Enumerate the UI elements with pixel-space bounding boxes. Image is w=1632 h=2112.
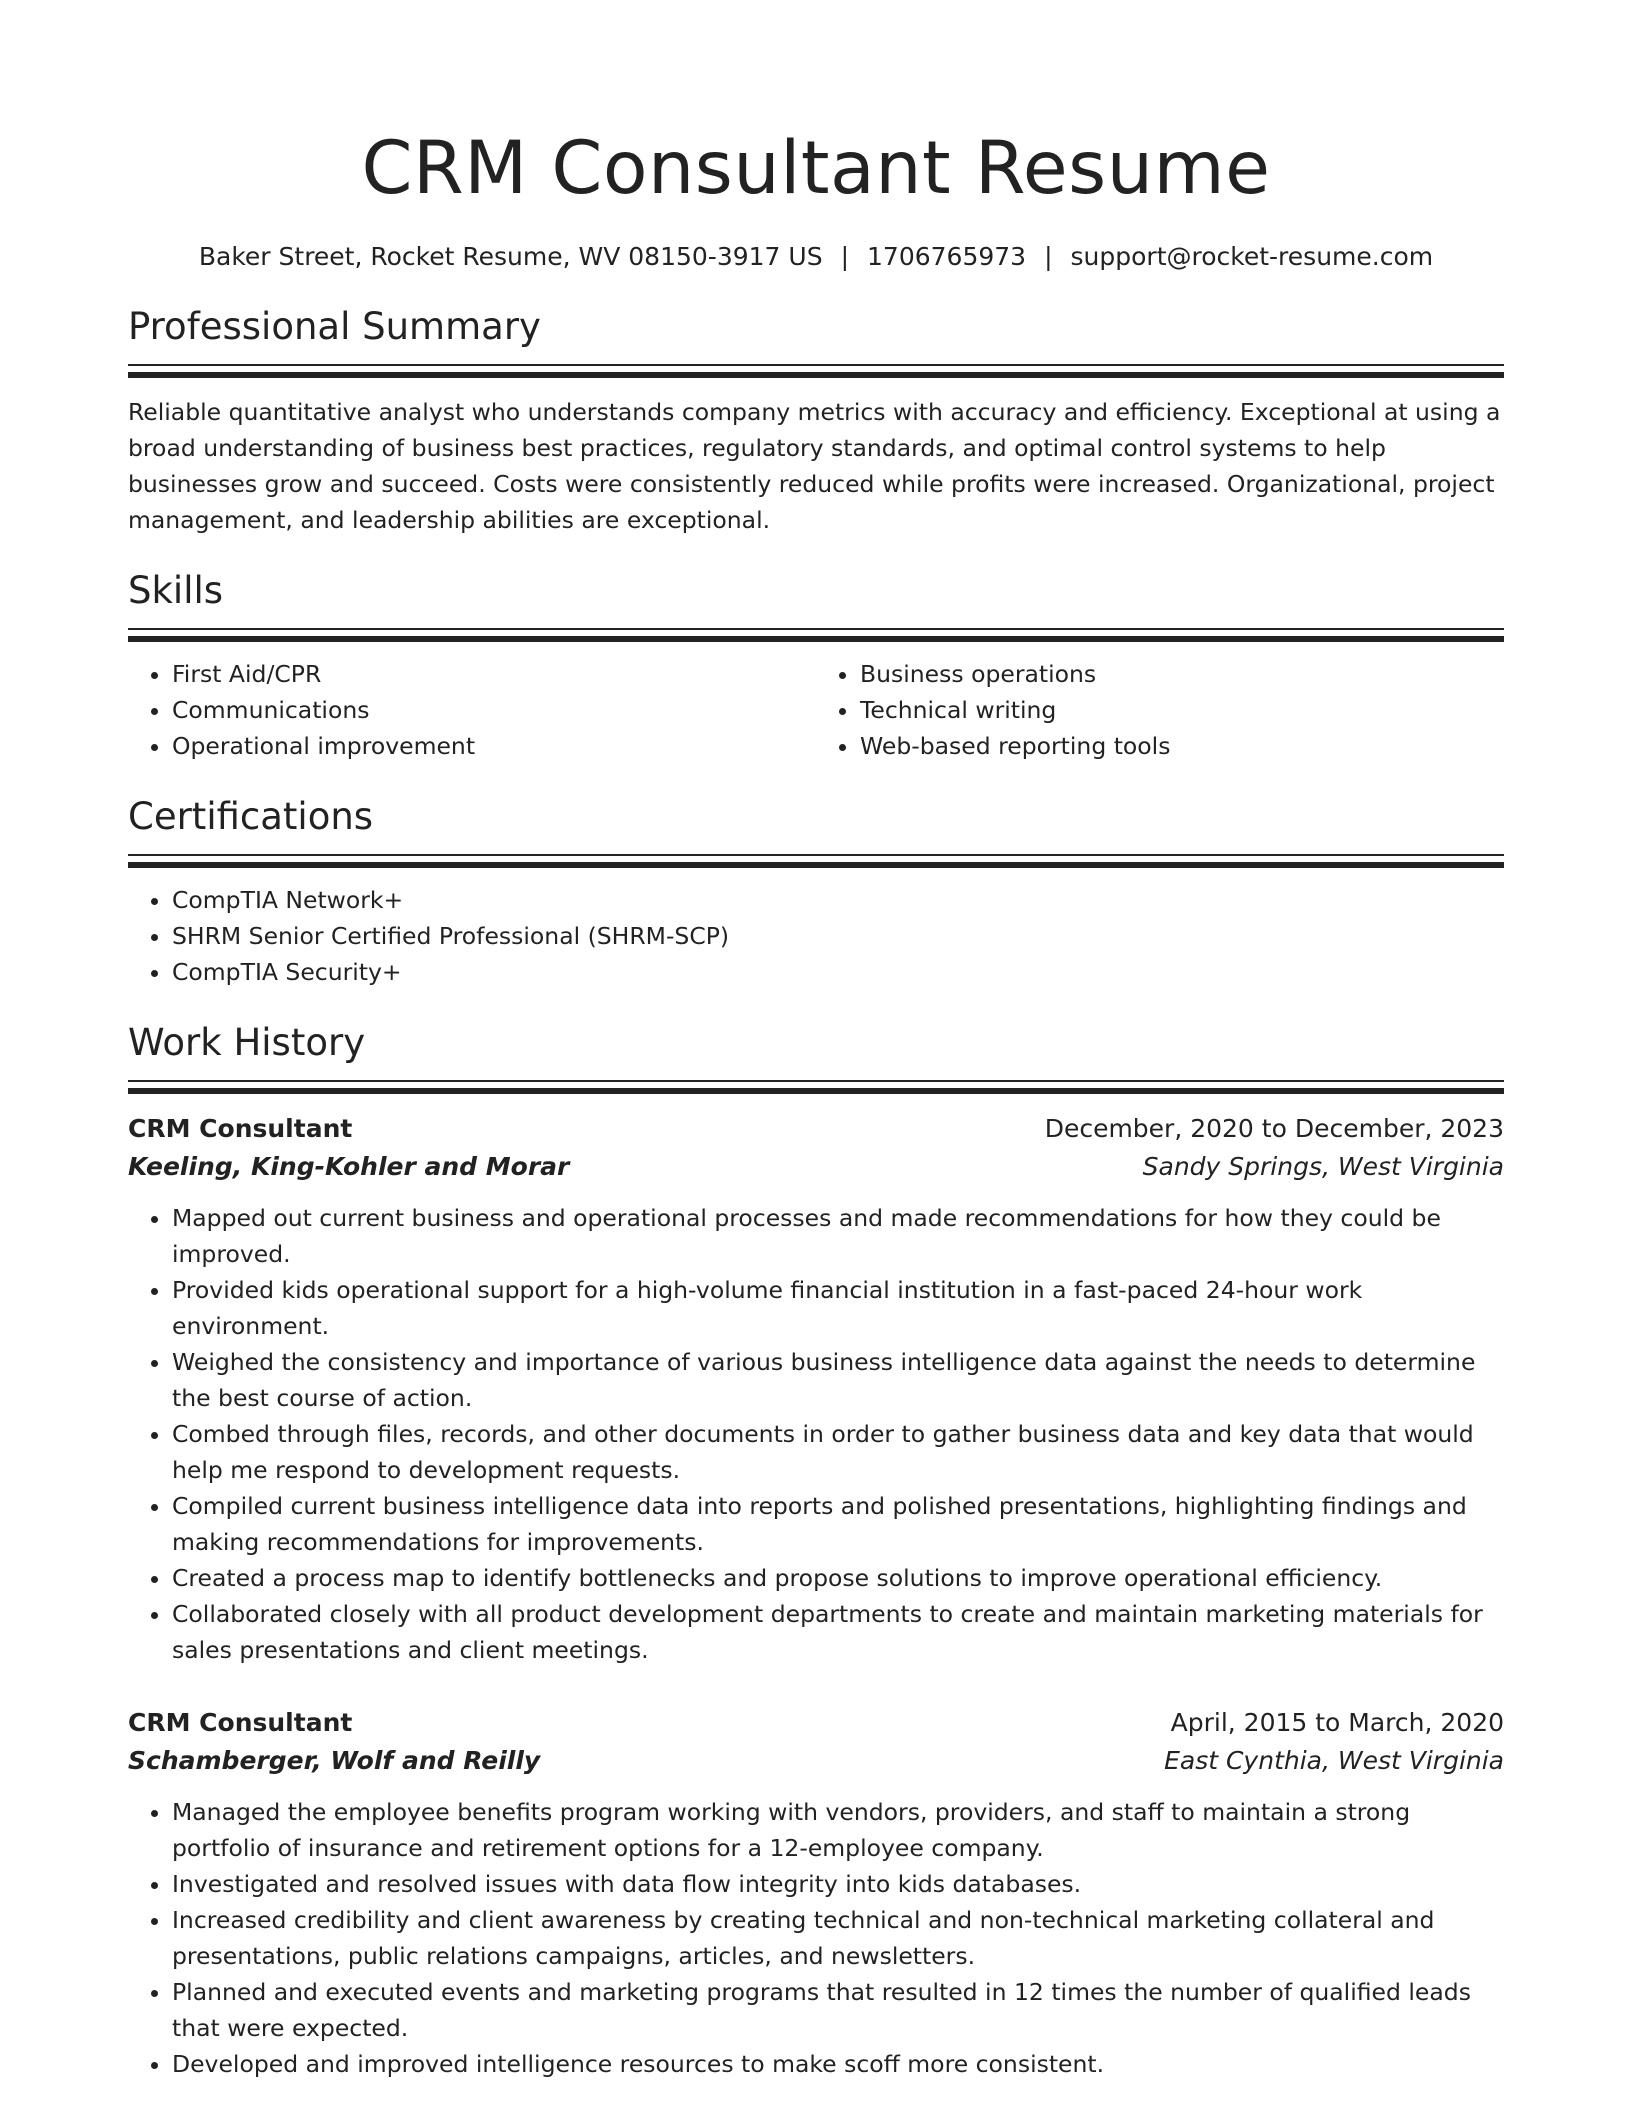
job-location: East Cynthia, West Virginia	[1164, 1746, 1504, 1775]
skills-section	[128, 568, 1504, 764]
job-bullet: • Compiled current business intelligence data into reports and polished presentations, highlighting findings and making recommendations for improvements.	[172, 1488, 1504, 1560]
contact-phone: 1706765973	[867, 242, 1027, 271]
job-entry	[128, 1704, 1504, 2082]
certification-item: • SHRM Senior Certified Professional (SHRM-SCP)	[172, 918, 1504, 954]
job-bullets	[128, 1200, 1504, 1668]
skills-list-right	[816, 656, 1504, 764]
job-company-row	[128, 1742, 1504, 1780]
skill-item: • Technical writing	[860, 692, 1504, 728]
job-header-row	[128, 1704, 1504, 1742]
job-bullet: • Planned and executed events and marketing programs that resulted in 12 times the number of qualified leads that were expected.	[172, 1974, 1504, 2046]
job-title: CRM Consultant	[128, 1114, 353, 1143]
contact-address: Baker Street, Rocket Resume, WV 08150-3917 US	[198, 242, 823, 271]
job-location: Sandy Springs, West Virginia	[1142, 1152, 1504, 1181]
job-bullet: • Combed through files, records, and other documents in order to gather business data and key data that would help me respond to development requests.	[172, 1416, 1504, 1488]
job-bullet: • Provided kids operational support for a high-volume financial institution in a fast-paced 24-hour work environment.	[172, 1272, 1504, 1344]
job-company: Schamberger, Wolf and Reilly	[128, 1746, 541, 1775]
section-divider	[128, 364, 1504, 378]
skills-grid	[128, 656, 1504, 764]
certifications-list	[128, 882, 1504, 990]
job-bullet: • Weighed the consistency and importance of various business intelligence data against the needs to determine the best course of action.	[172, 1344, 1504, 1416]
section-heading-skills: Skills	[128, 569, 224, 612]
job-bullet: • Mapped out current business and operational processes and made recommendations for how they could be improved.	[172, 1200, 1504, 1272]
job-bullet: • Managed the employee benefits program working with vendors, providers, and staff to maintain a strong portfolio of insurance and retirement options for a 12-employee company.	[172, 1794, 1504, 1866]
job-bullet: • Created a process map to identify bottlenecks and propose solutions to improve operational efficiency.	[172, 1560, 1504, 1596]
skill-item: • Business operations	[860, 656, 1504, 692]
contact-email: support@rocket-resume.com	[1070, 242, 1434, 271]
job-company-row	[128, 1148, 1504, 1186]
job-bullets	[128, 1794, 1504, 2082]
job-bullet: • Collaborated closely with all product development departments to create and maintain marketing materials for sales presentations and client meetings.	[172, 1596, 1504, 1668]
section-heading-summary: Professional Summary	[128, 305, 541, 348]
section-divider	[128, 1080, 1504, 1094]
job-entry	[128, 1110, 1504, 1668]
section-heading-certifications: Certifications	[128, 795, 374, 838]
job-dates: April, 2015 to March, 2020	[1170, 1708, 1504, 1737]
contact-separator: |	[1044, 242, 1053, 271]
job-bullet: • Increased credibility and client awareness by creating technical and non-technical marketing collateral and presentations, public relations campaigns, articles, and newsletters.	[172, 1902, 1504, 1974]
contact-separator: |	[840, 242, 850, 271]
certifications-section	[128, 794, 1504, 990]
skill-item: • Web-based reporting tools	[860, 728, 1504, 764]
job-bullet: • Investigated and resolved issues with data flow integrity into kids databases.	[172, 1866, 1504, 1902]
work-history-section	[128, 1020, 1504, 2082]
resume-title: CRM Consultant Resume	[361, 126, 1271, 211]
job-dates: December, 2020 to December, 2023	[1044, 1114, 1504, 1143]
summary-section	[128, 304, 1504, 538]
skills-list-left	[128, 656, 816, 764]
section-heading-work-history: Work History	[128, 1021, 366, 1064]
section-divider	[128, 628, 1504, 642]
job-bullet: • Developed and improved intelligence resources to make scoff more consistent.	[172, 2046, 1504, 2082]
skill-item: • First Aid/CPR	[172, 656, 816, 692]
certification-item: • CompTIA Security+	[172, 954, 1504, 990]
skill-item: • Communications	[172, 692, 816, 728]
job-title: CRM Consultant	[128, 1708, 353, 1737]
contact-line	[128, 240, 1504, 274]
job-company: Keeling, King-Kohler and Morar	[128, 1152, 570, 1181]
section-divider	[128, 854, 1504, 868]
skill-item: • Operational improvement	[172, 728, 816, 764]
summary-text: Reliable quantitative analyst who understands company metrics with accuracy and efficiency. Exceptional at using a broad understanding of business best practices, regulatory standards, and optimal control systems to help businesses grow and succeed. Costs were consistently reduced while profits were increased. Organizational, project management, and leadership abilities are exceptional.	[128, 398, 1501, 534]
job-header-row	[128, 1110, 1504, 1148]
certification-item: • CompTIA Network+	[172, 882, 1504, 918]
